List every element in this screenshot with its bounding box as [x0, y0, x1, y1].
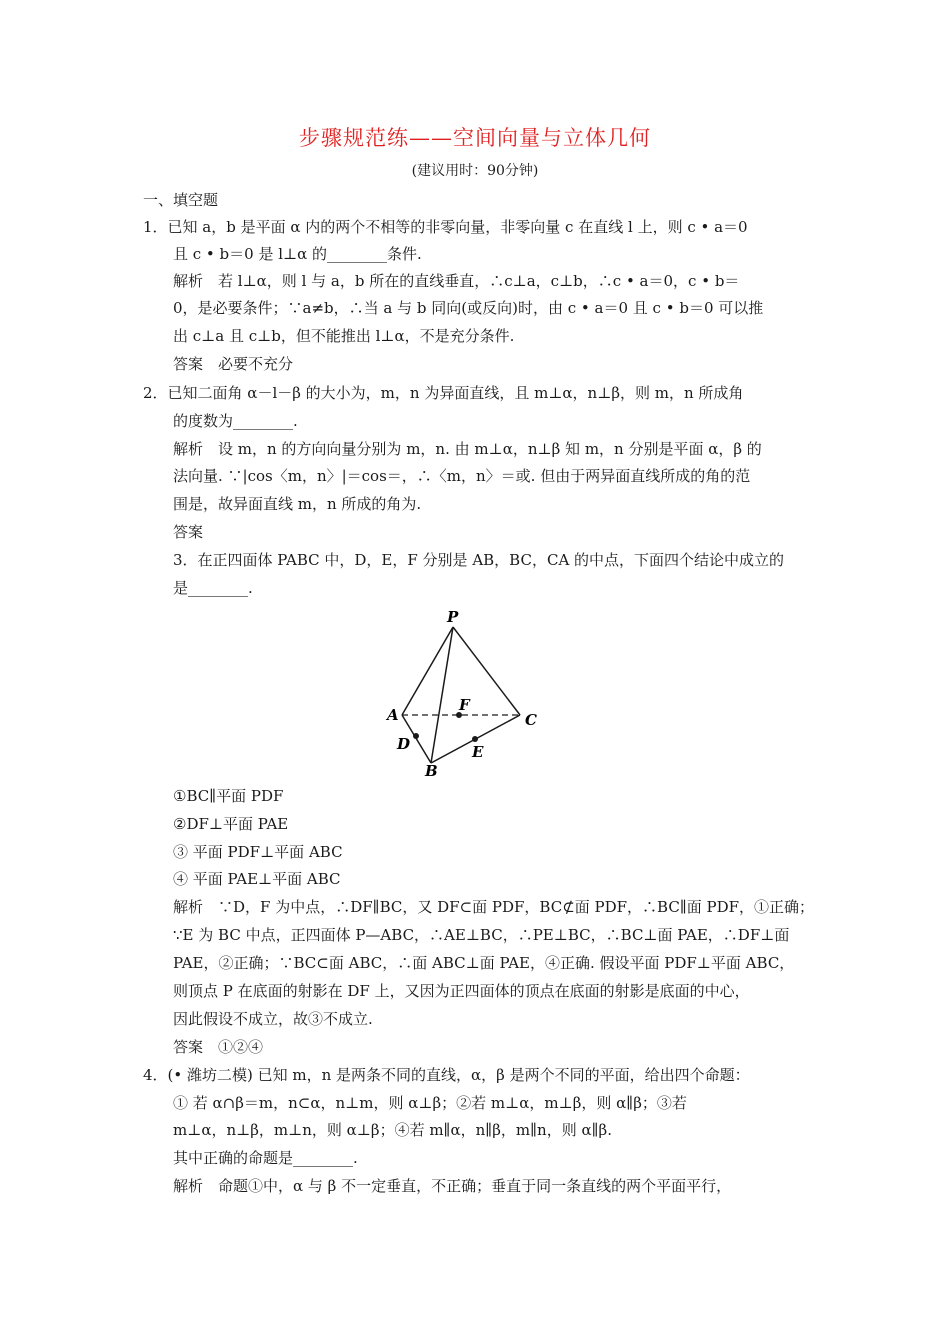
solution-2-line-3: 围是，故异面直线 m，n 所成的角为. [173, 495, 422, 513]
problem-4-line-1: 4．(• 潍坊二模) 已知 m，n 是两条不同的直线，α，β 是两个不同的平面，给出四个命题： [143, 1066, 750, 1084]
answer-1: 答案 必要不充分 [173, 355, 294, 373]
solution-1-line-1: 解析 若 l⊥α，则 l 与 a，b 所在的直线垂直，∴c⊥a，c⊥b，∴c • a＝0，c • b＝ [173, 272, 740, 290]
solution-4-line-1: 解析 命题①中，α 与 β 不一定垂直，不正确；垂直于同一条直线的两个平面平行， [173, 1177, 732, 1195]
solution-3-line-1: 解析 ∵D，F 为中点，∴DF∥BC，又 DF⊂面 PDF，BC⊄面 PDF，∴BC∥面 PDF，①正确； [173, 898, 815, 916]
point-d [413, 733, 419, 739]
label-b: B [425, 762, 438, 780]
statement-1: ①BC∥平面 PDF [173, 787, 284, 805]
answer-2: 答案 [173, 523, 204, 541]
label-e: E [472, 743, 484, 761]
point-e [472, 736, 478, 742]
problem-1-line-2: 且 c • b＝0 是 l⊥α 的________条件. [173, 245, 422, 263]
problem-1-line-1: 1．已知 a，b 是平面 α 内的两个不相等的非零向量，非零向量 c 在直线 l 上，则 c • a＝0 [143, 218, 748, 236]
problem-4-line-3: m⊥α，n⊥β，m⊥n，则 α⊥β；④若 m∥α，n∥β，m∥n，则 α∥β. [173, 1121, 612, 1139]
statement-4: ④ 平面 PAE⊥平面 ABC [173, 870, 341, 888]
label-d: D [397, 735, 411, 753]
problem-4-line-4: 其中正确的命题是________. [173, 1149, 358, 1167]
page-title: 步骤规范练——空间向量与立体几何 [299, 126, 651, 150]
statement-2: ②DF⊥平面 PAE [173, 815, 289, 833]
problem-3-line-1: 3．在正四面体 PABC 中，D，E，F 分别是 AB，BC，CA 的中点，下面四个结论中成立的 [173, 551, 785, 569]
solution-2-line-1: 解析 设 m，n 的方向向量分别为 m，n. 由 m⊥α，n⊥β 知 m，n 分别是平面 α，β 的 [173, 440, 762, 458]
statement-3: ③ 平面 PDF⊥平面 ABC [173, 843, 343, 861]
label-c: C [525, 711, 537, 729]
problem-2-line-2: 的度数为________. [173, 412, 298, 430]
label-p: P [447, 608, 459, 626]
solution-3-line-2: ∵E 为 BC 中点，正四面体 P—ABC，∴AE⊥BC，∴PE⊥BC，∴BC⊥面 PAE，∴DF⊥面 [173, 926, 790, 944]
solution-3-line-5: 因此假设不成立，故③不成立. [173, 1010, 373, 1028]
problem-4-line-2: ① 若 α∩β＝m，n⊂α，n⊥m，则 α⊥β；②若 m⊥α，m⊥β，则 α∥β；③若 [173, 1094, 687, 1112]
solution-1-line-3: 出 c⊥a 且 c⊥b，但不能推出 l⊥α，不是充分条件. [173, 327, 515, 345]
label-f: F [459, 696, 470, 714]
problem-2-line-1: 2．已知二面角 α－l－β 的大小为，m，n 为异面直线，且 m⊥α，n⊥β，则 m，n 所成角 [143, 384, 744, 402]
solution-1-line-2: 0，是必要条件；∵a≠b，∴当 a 与 b 同向(或反向)时，由 c • a＝0 且 c • b＝0 可以推 [173, 299, 764, 317]
solution-3-line-4: 则顶点 P 在底面的射影在 DF 上，又因为正四面体的顶点在底面的射影是底面的中心， [173, 982, 750, 1000]
tetrahedron-figure [380, 605, 550, 780]
problem-3-line-2: 是________. [173, 579, 253, 597]
label-a: A [387, 706, 399, 724]
page-subtitle: (建议用时：90分钟) [411, 163, 539, 179]
solution-3-line-3: PAE，②正确；∵BC⊂面 ABC，∴面 ABC⊥面 PAE，④正确. 假设平面 PDF⊥平面 ABC， [173, 954, 795, 972]
answer-3: 答案 ①②④ [173, 1038, 264, 1056]
solution-2-line-2: 法向量. ∵|cos〈m，n〉|＝cos＝，∴〈m，n〉＝或. 但由于两异面直线所成的角的范 [173, 467, 751, 485]
section-heading: 一、填空题 [143, 191, 219, 209]
